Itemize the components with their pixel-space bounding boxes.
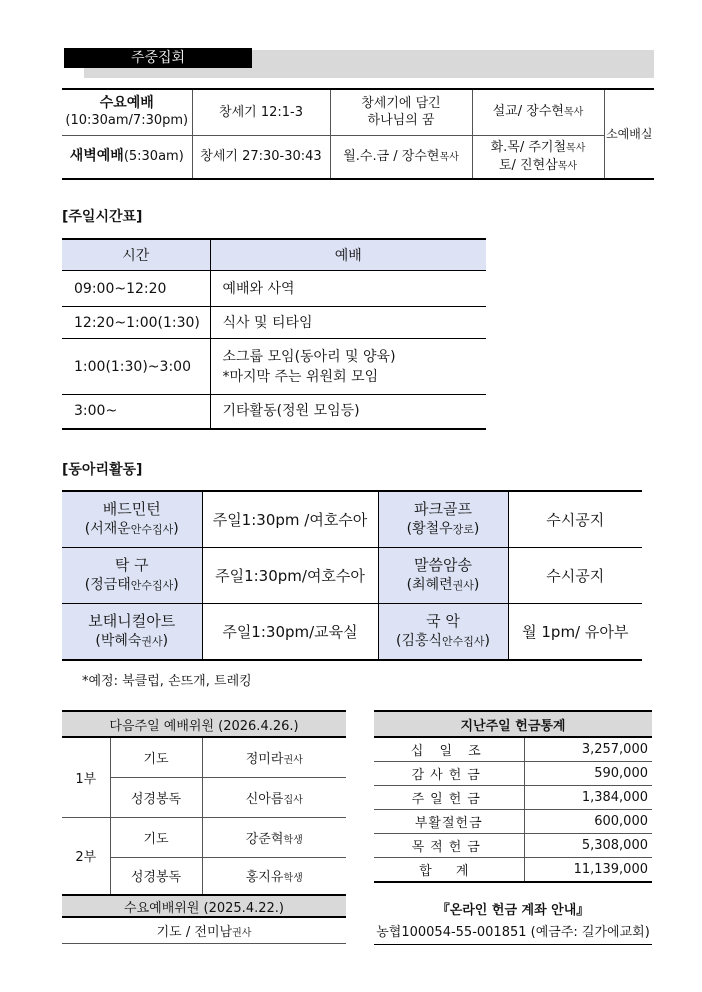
- wednesday-name: 수요예배: [99, 95, 154, 112]
- assignee: [202, 777, 346, 817]
- dawn-preacher-2: 토/ 진현삼: [498, 157, 558, 173]
- schedule-row: [62, 271, 486, 307]
- club-name: 국 악: [426, 612, 460, 630]
- wednesday-committee-title: 수요예배위원 (2025.4.22.): [62, 895, 346, 917]
- offering-total-row: [374, 858, 652, 883]
- club-paren: ): [473, 521, 480, 537]
- offering-label: 십 일 조: [374, 737, 524, 762]
- club-paren: ): [484, 633, 491, 649]
- sunday-schedule-heading: [주일시간표]: [62, 209, 143, 225]
- club-leader-title: 안수집사: [130, 523, 174, 536]
- wednesday-time: (10:30am/7:30pm): [65, 113, 189, 129]
- service-part: 2부: [62, 817, 110, 895]
- club-leader: (박혜숙: [95, 633, 142, 649]
- dawn-label: [62, 135, 192, 179]
- offering-label: 부활절헌금: [374, 810, 524, 834]
- assignee: [202, 817, 346, 857]
- wednesday-scripture: 창세기 12:1-3: [192, 89, 330, 135]
- offering-stats-table: [374, 710, 652, 883]
- assignee-title: 권사: [283, 754, 303, 766]
- offering-row: [374, 762, 652, 786]
- club-schedule: 주일1:30pm/여호수아: [202, 548, 378, 604]
- wednesday-preacher: [472, 89, 604, 135]
- club-row: [62, 548, 642, 604]
- offering-label: 목적헌금: [374, 834, 524, 858]
- club-leader: (최혜련: [406, 577, 453, 593]
- offering-label: 합 계: [374, 858, 524, 883]
- wednesday-assignee-title: 권사: [232, 927, 252, 939]
- offering-row: [374, 737, 652, 762]
- wednesday-committee-row: [62, 917, 346, 943]
- club-leader-title: 권사: [141, 635, 163, 648]
- wednesday-assignee: 기도 / 전미남: [156, 924, 233, 940]
- role: 성경봉독: [110, 857, 202, 895]
- dawn-scripture: 창세기 27:30-30:43: [192, 135, 330, 179]
- dawn-preacher-1: 화.목/ 주기철: [490, 139, 567, 155]
- clubs-heading: [동아리활동]: [62, 462, 143, 478]
- assignee-name: 홍지유: [245, 870, 284, 886]
- dawn-row: [62, 135, 654, 179]
- club-name-cell: [378, 491, 508, 548]
- club-leader-title: 안수집사: [130, 579, 174, 592]
- club-paren: ): [162, 633, 169, 649]
- schedule-desc: 기타활동(정원 모임등): [210, 395, 486, 429]
- schedule-time: 1:00(1:30)~3:00: [62, 339, 210, 395]
- club-paren: ): [173, 521, 179, 537]
- dawn-preachers: [472, 135, 604, 179]
- offering-total-value: 11,139,000: [524, 858, 652, 883]
- assignee-title: 학생: [283, 873, 303, 885]
- schedule-time: 09:00~12:20: [62, 271, 210, 307]
- assignee-title: 학생: [283, 834, 303, 846]
- worship-location: 소예배실: [604, 89, 654, 179]
- assignee: [202, 857, 346, 895]
- dawn-preacher-2-title: 목사: [557, 160, 578, 172]
- sunday-schedule-table: [62, 238, 486, 430]
- offering-value: 5,308,000: [524, 834, 652, 858]
- assignee-name: 신아름: [245, 791, 284, 807]
- club-name-cell: [378, 604, 508, 661]
- club-leader: (김홍식: [395, 633, 443, 649]
- next-worship-table: [62, 710, 346, 944]
- club-name: 말씀암송: [414, 556, 472, 574]
- topic-line-2: 하나님의 꿈: [367, 113, 435, 129]
- schedule-time: 3:00~: [62, 395, 210, 429]
- offering-row: [374, 786, 652, 810]
- wednesday-label: [62, 89, 192, 135]
- section-title-weekday: 주중집회: [64, 48, 252, 68]
- schedule-row: [62, 339, 486, 395]
- dawn-preacher-1-title: 목사: [566, 142, 586, 154]
- offering-value: 590,000: [524, 762, 652, 786]
- online-offering-title: 『온라인 헌금 계좌 안내』: [436, 903, 590, 918]
- club-schedule: 수시공지: [508, 548, 642, 604]
- schedule-row: [62, 307, 486, 339]
- assignee-title: 집사: [283, 794, 303, 806]
- offering-value: 600,000: [524, 810, 652, 834]
- preacher-name: 설교/ 장수현: [492, 104, 564, 120]
- schedule-time: 12:20~1:00(1:30): [62, 307, 210, 339]
- schedule-row: [62, 395, 486, 429]
- offering-row: [374, 810, 652, 834]
- dawn-days: [330, 135, 472, 179]
- role: 기도: [110, 737, 202, 777]
- weekday-worship-table: [62, 88, 654, 180]
- club-name: 탁 구: [114, 556, 149, 574]
- club-paren: ): [173, 577, 179, 593]
- club-name: 보태니컬아트: [88, 612, 176, 630]
- preacher-title: 목사: [563, 107, 584, 119]
- club-schedule: 월 1pm/ 유아부: [508, 604, 642, 661]
- club-name-cell: [62, 491, 202, 548]
- clubs-note: *예정: 북클럽, 손뜨개, 트레킹: [82, 674, 252, 689]
- club-name-cell: [62, 548, 202, 604]
- online-offering-account: 농협100054-55-001851 (예금주: 길가에교회): [374, 921, 652, 945]
- club-name-cell: [62, 604, 202, 661]
- schedule-desc-line-2: *마지막 주는 위원회 모임: [222, 368, 379, 385]
- role: 성경봉독: [110, 777, 202, 817]
- club-schedule: 주일1:30pm/교육실: [202, 604, 378, 661]
- wednesday-topic: [330, 89, 472, 135]
- dawn-days-title: 목사: [439, 151, 459, 163]
- dawn-name: 새벽예배: [69, 148, 124, 165]
- dawn-days-text: 월.수.금 / 장수현: [343, 148, 440, 164]
- assignee: [202, 737, 346, 777]
- offering-value: 3,257,000: [524, 737, 652, 762]
- club-name: 배드민턴: [102, 500, 161, 518]
- club-schedule: 주일1:30pm /여호수아: [202, 491, 378, 548]
- dawn-time: (5:30am): [123, 149, 184, 165]
- col-header-worship: 예배: [210, 239, 486, 271]
- club-name: 파크골프: [414, 500, 472, 518]
- col-header-time: 시간: [62, 239, 210, 271]
- service-part: 1부: [62, 737, 110, 817]
- offering-label: 주일헌금: [374, 786, 524, 810]
- club-leader: (정금태: [84, 577, 131, 593]
- role: 기도: [110, 817, 202, 857]
- offering-label: 감사헌금: [374, 762, 524, 786]
- offering-title: 지난주일 헌금통계: [374, 711, 652, 737]
- schedule-desc: 예배와 사역: [210, 271, 486, 307]
- club-leader-title: 안수집사: [442, 635, 485, 648]
- next-worship-title: 다음주일 예배위원 (2026.4.26.): [62, 711, 346, 737]
- schedule-desc: 식사 및 티타임: [210, 307, 486, 339]
- club-paren: ): [473, 577, 480, 593]
- offering-value: 1,384,000: [524, 786, 652, 810]
- club-leader: (서재운: [84, 521, 131, 537]
- assignee-name: 강준혁: [245, 831, 284, 847]
- club-leader-title: 장로: [452, 523, 474, 536]
- club-leader-title: 권사: [452, 579, 474, 592]
- offering-row: [374, 834, 652, 858]
- club-schedule: 수시공지: [508, 491, 642, 548]
- schedule-desc-line-1: 소그룹 모임(동아리 및 양육): [222, 348, 396, 365]
- club-leader: (황철우: [406, 521, 453, 537]
- topic-line-1: 창세기에 담긴: [361, 96, 441, 112]
- club-name-cell: [378, 548, 508, 604]
- clubs-table: [62, 490, 642, 661]
- schedule-desc: [210, 339, 486, 395]
- assignee-name: 정미라: [245, 751, 284, 767]
- wednesday-row: [62, 89, 654, 135]
- club-row: [62, 491, 642, 548]
- club-row: [62, 604, 642, 661]
